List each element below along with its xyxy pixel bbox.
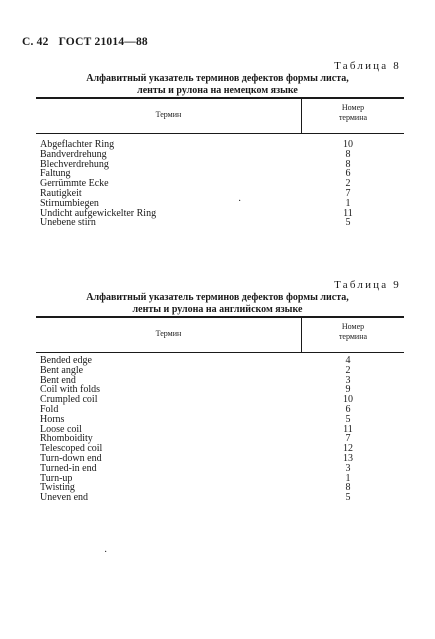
standard-code: ГОСТ 21014—88 <box>58 36 148 48</box>
term-cell: Blechverdrehung <box>40 158 109 170</box>
number-cell: 3 <box>345 374 351 386</box>
table9-header-rule <box>36 352 404 353</box>
number-cell: 2 <box>345 178 351 190</box>
table9-header-number-line2: термина <box>338 332 368 341</box>
number-cell: 8 <box>345 482 351 494</box>
number-cell: 10 <box>343 394 353 406</box>
number-cell: 5 <box>345 413 351 425</box>
table8-title <box>40 73 395 97</box>
table8-body <box>36 140 404 228</box>
term-cell: Bandverdrehung <box>40 148 107 160</box>
term-cell: Loose coil <box>40 423 82 435</box>
number-cell: 7 <box>345 433 351 445</box>
table9-header-term: Термин <box>155 329 182 338</box>
table8-title-line2: ленты и рулона на немецком языке <box>137 85 298 96</box>
table9-body <box>36 356 404 503</box>
number-cell: 12 <box>343 443 353 455</box>
term-cell: Coil with folds <box>40 384 101 396</box>
term-cell: Undicht aufgewickelter Ring <box>40 207 157 219</box>
table9-title-line2: ленты и рулона на английском языке <box>132 304 303 315</box>
term-cell: Stirnumbiegen <box>40 197 99 209</box>
number-cell: 6 <box>345 168 351 180</box>
number-cell: 7 <box>345 187 351 199</box>
term-cell: Rautigkeit <box>40 187 82 199</box>
term-cell: Uneven end <box>40 492 89 504</box>
term-cell: Crumpled coil <box>40 394 98 406</box>
stray-mark: · <box>104 547 108 558</box>
term-cell: Bent end <box>40 374 76 386</box>
table9-top-rule <box>36 316 404 318</box>
term-cell: Turn-up <box>40 472 73 484</box>
number-cell: 9 <box>345 384 351 396</box>
number-cell: 11 <box>343 423 353 435</box>
table8-top-rule <box>36 97 404 99</box>
term-cell: Faltung <box>40 168 71 180</box>
term-cell: Bent angle <box>40 364 84 376</box>
term-cell: Turned-in end <box>40 462 97 474</box>
term-cell: Twisting <box>40 482 75 494</box>
table9-title-line1: Алфавитный указатель терминов дефектов формы листа, <box>86 292 349 303</box>
term-cell: Horns <box>40 413 65 425</box>
table8-header-number-line2: термина <box>338 113 368 122</box>
number-cell: 2 <box>345 364 351 376</box>
term-cell: Unebene stirn <box>40 217 96 229</box>
table8-header-rule <box>36 133 404 134</box>
table9-header-number <box>302 322 404 342</box>
term-cell: Gerrümmte Ecke <box>40 178 109 190</box>
term-cell: Turn-down end <box>40 452 102 464</box>
number-cell: 3 <box>345 462 351 474</box>
term-cell: Rhomboidity <box>40 433 93 445</box>
table9-label: Таблица 9 <box>334 279 401 291</box>
number-cell: 4 <box>345 355 351 366</box>
table-row <box>36 218 404 228</box>
number-cell: 6 <box>345 403 351 415</box>
table8-title-line1: Алфавитный указатель терминов дефектов формы листа, <box>86 73 349 84</box>
number-cell: 8 <box>345 148 351 160</box>
number-cell: 10 <box>343 139 353 150</box>
term-cell: Bended edge <box>40 355 92 366</box>
term-cell: Fold <box>40 403 59 415</box>
table9-title <box>40 292 395 316</box>
number-cell: 1 <box>345 197 351 209</box>
stray-mark: · <box>238 196 242 207</box>
number-cell: 5 <box>345 217 351 229</box>
term-cell: Abgeflachter Ring <box>40 139 115 150</box>
number-cell: 8 <box>345 158 351 170</box>
number-cell: 5 <box>345 492 351 504</box>
table8-header-term: Термин <box>155 110 182 119</box>
term-cell: Telescoped coil <box>40 443 103 455</box>
number-cell: 1 <box>345 472 351 484</box>
table8-header-number <box>302 103 404 123</box>
table8-header-number-line1: Номер <box>341 103 365 112</box>
page-header <box>22 36 148 48</box>
page-number: С. 42 <box>22 36 49 48</box>
number-cell: 11 <box>343 207 353 219</box>
table9-header-number-line1: Номер <box>341 322 365 331</box>
table-row <box>36 493 404 503</box>
number-cell: 13 <box>343 452 353 464</box>
table8-label: Таблица 8 <box>334 60 401 72</box>
